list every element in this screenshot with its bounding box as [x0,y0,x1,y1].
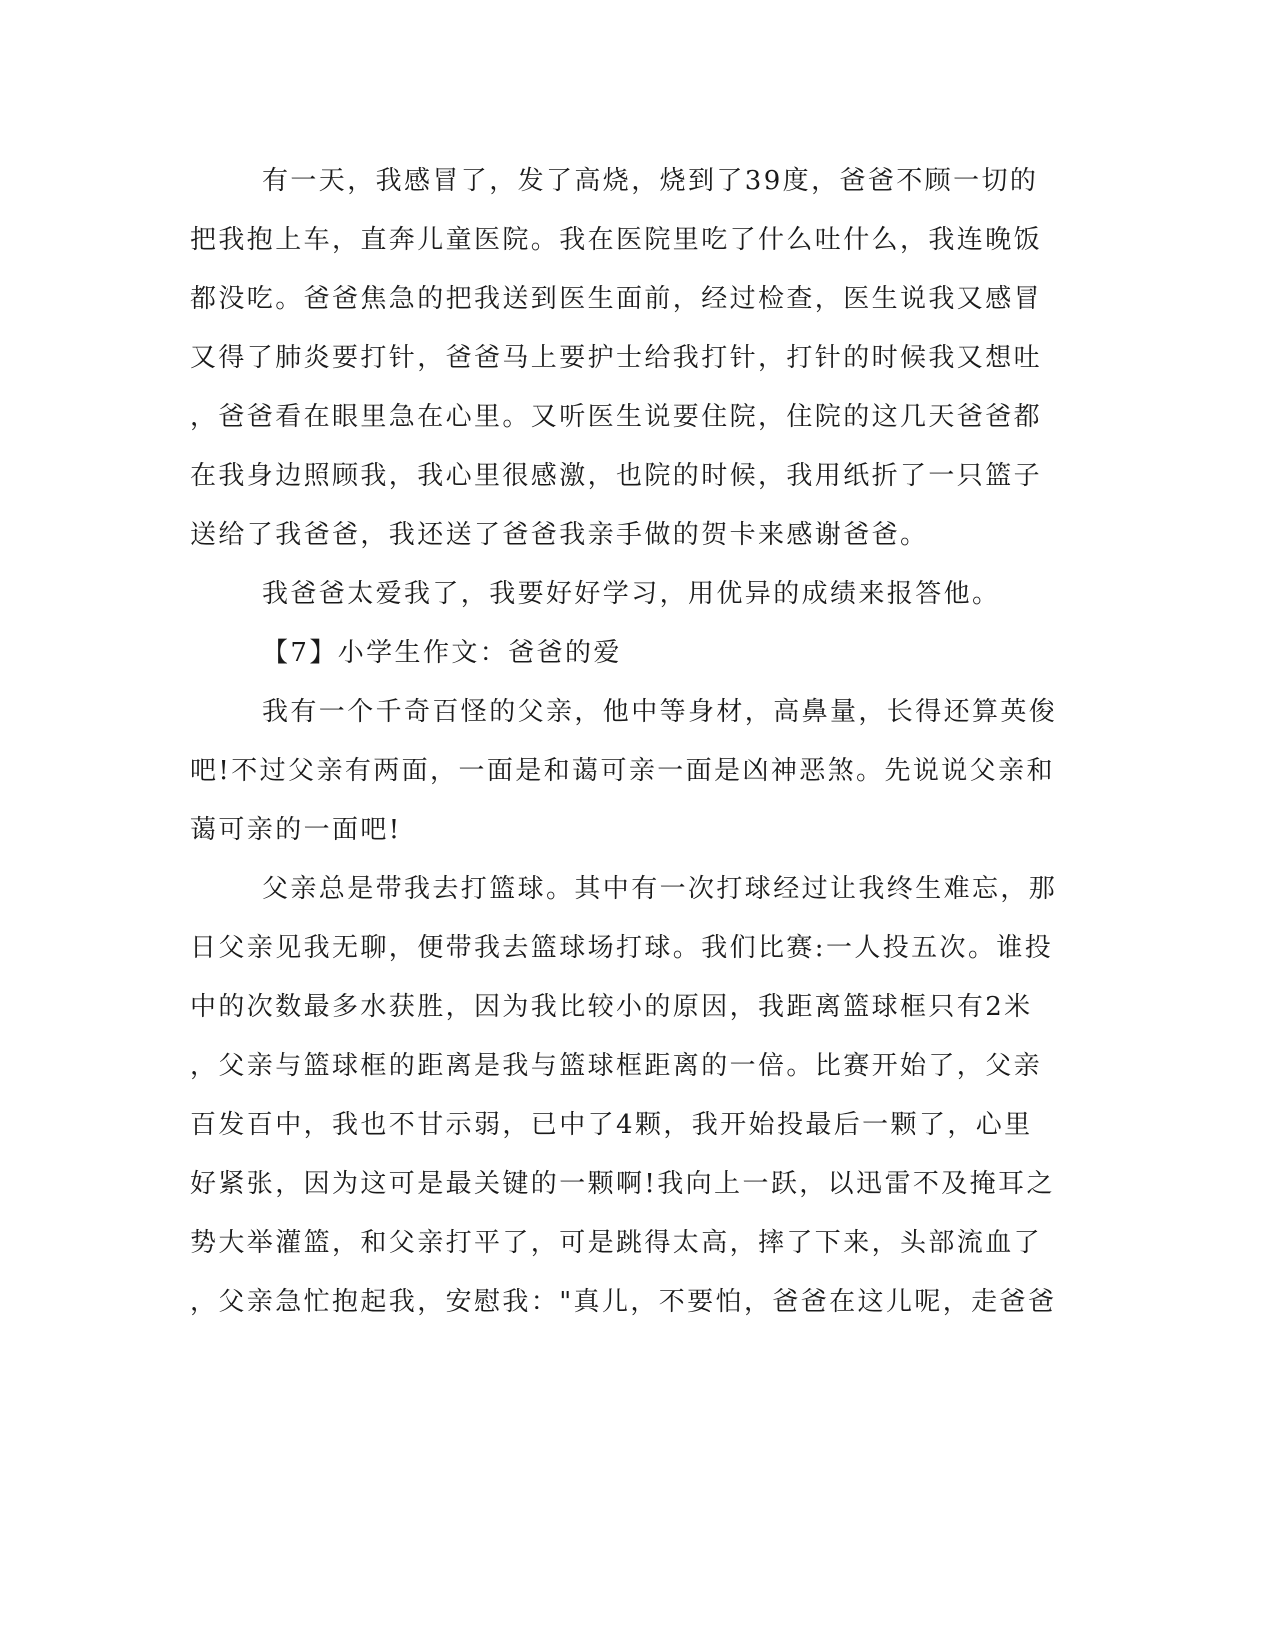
paragraph-1-line-5: ，爸爸看在眼里急在心里。又听医生说要住院，住院的这几天爸爸都 [190,402,1043,432]
paragraph-1-line-7: 送给了我爸爸，我还送了爸爸我亲手做的贺卡来感谢爸爸。 [190,520,929,550]
paragraph-2-line-1: 我爸爸太爱我了，我要好好学习，用优异的成绩来报答他。 [262,579,1001,609]
section-heading: 【7】小学生作文：爸爸的爱 [262,638,622,668]
paragraph-1-line-6: 在我身边照顾我，我心里很感激，也院的时候，我用纸折了一只篮子 [190,461,1043,491]
paragraph-4-line-5: 百发百中，我也不甘示弱，已中了4颗，我开始投最后一颗了，心里 [190,1110,1033,1140]
paragraph-3-line-1: 我有一个千奇百怪的父亲，他中等身材，高鼻量，长得还算英俊 [262,697,1058,727]
paragraph-4-line-3: 中的次数最多水获胜，因为我比较小的原因，我距离篮球框只有2米 [190,992,1033,1022]
paragraph-4-line-7: 势大举灌篮，和父亲打平了，可是跳得太高，摔了下来，头部流血了 [190,1228,1043,1258]
paragraph-4-line-6: 好紧张，因为这可是最关键的一颗啊!我向上一跃，以迅雷不及掩耳之 [190,1169,1055,1199]
paragraph-1-line-3: 都没吃。爸爸焦急的把我送到医生面前，经过检查，医生说我又感冒 [190,284,1043,314]
paragraph-4-line-8: ，父亲急忙抱起我，安慰我："真儿，不要怕，爸爸在这儿呢，走爸爸 [190,1287,1057,1317]
paragraph-1-line-2: 把我抱上车，直奔儿童医院。我在医院里吃了什么吐什么，我连晚饭 [190,225,1043,255]
paragraph-4-line-4: ，父亲与篮球框的距离是我与篮球框距离的一倍。比赛开始了，父亲 [190,1051,1043,1081]
paragraph-1-line-1: 有一天，我感冒了，发了高烧，烧到了39度，爸爸不顾一切的 [262,166,1039,196]
paragraph-4-line-2: 日父亲见我无聊，便带我去篮球场打球。我们比赛:一人投五次。谁投 [190,933,1054,963]
paragraph-1-line-4: 又得了肺炎要打针，爸爸马上要护士给我打针，打针的时候我又想吐 [190,343,1043,373]
paragraph-3-line-2: 吧!不过父亲有两面，一面是和蔼可亲一面是凶神恶煞。先说说父亲和 [190,756,1055,786]
paragraph-3-line-3: 蔼可亲的一面吧! [190,815,402,845]
paragraph-4-line-1: 父亲总是带我去打篮球。其中有一次打球经过让我终生难忘，那 [262,874,1058,904]
